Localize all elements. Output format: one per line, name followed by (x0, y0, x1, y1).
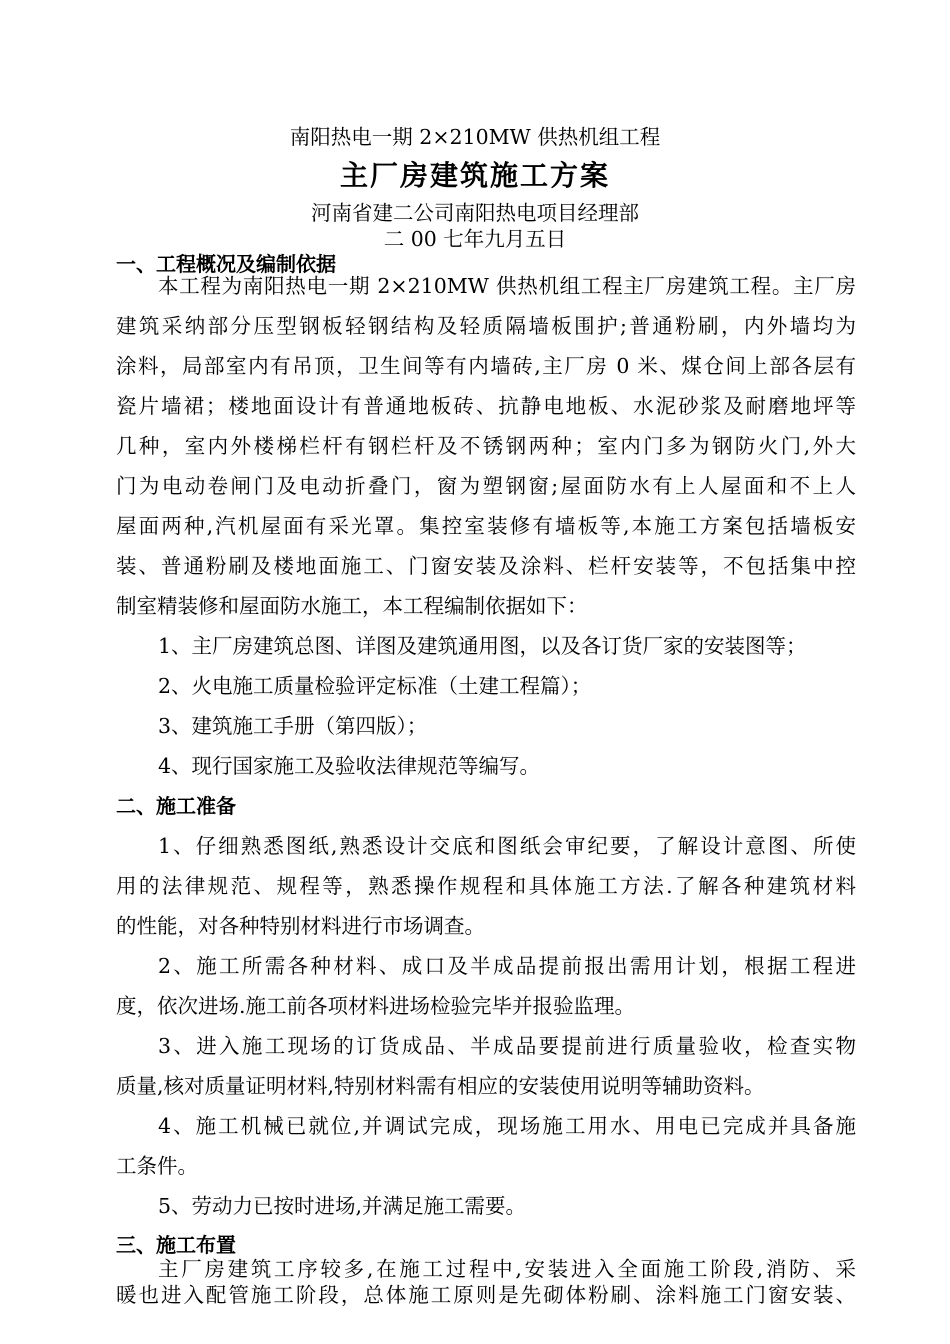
paragraph-line: 涂料，局部室内有吊顶，卫生间等有内墙砖,主厂房 0 米、煤仓间上部各层有 (116, 354, 856, 378)
paragraph-line: 暖也进入配管施工阶段，总体施工原则是先砌体粉刷、涂料施工门窗安装、 (116, 1283, 856, 1307)
paragraph-line: 瓷片墙裙；楼地面设计有普通地板砖、抗静电地板、水泥砂浆及耐磨地坪等 (116, 394, 856, 418)
paragraph-line: 的性能，对各种特别材料进行市场调查。 (116, 914, 485, 938)
main-title: 主厂房建筑施工方案 (339, 159, 610, 192)
paragraph-line: 4、施工机械已就位,并调试完成，现场施工用水、用电已完成并具备施 (158, 1114, 856, 1138)
paragraph-line: 2、施工所需各种材料、成口及半成品提前报出需用计划，根据工程进 (158, 954, 856, 978)
basis-item: 4、现行国家施工及验收法律规范等编写。 (158, 754, 541, 778)
paragraph-line: 1、仔细熟悉图纸,熟悉设计交底和图纸会审纪要，了解设计意图、所使 (158, 834, 856, 858)
paragraph-line: 本工程为南阳热电一期 2×210MW 供热机组工程主厂房建筑工程。主厂房 (158, 274, 856, 298)
paragraph-line: 用的法律规范、规程等，熟悉操作规程和具体施工方法.了解各种建筑材料 (116, 874, 856, 898)
section-2-heading: 二、施工准备 (116, 794, 236, 818)
paragraph-line: 质量,核对质量证明材料,特别材料需有相应的安装使用说明等辅助资料。 (116, 1074, 765, 1098)
paragraph-line: 装、普通粉刷及楼地面施工、门窗安装及涂料、栏杆安装等，不包括集中控 (116, 554, 856, 578)
paragraph-line: 几种，室内外楼梯栏杆有钢栏杆及不锈钢两种；室内门多为钢防火门,外大 (116, 434, 856, 458)
paragraph-line: 主厂房建筑工序较多,在施工过程中,安装进入全面施工阶段,消防、采 (158, 1257, 856, 1281)
basis-item: 2、火电施工质量检验评定标准（土建工程篇）； (158, 674, 592, 698)
org-line: 河南省建二公司南阳热电项目经理部 (311, 201, 639, 225)
date-line: 二 00 七年九月五日 (383, 227, 567, 251)
section-3-heading: 三、施工布置 (116, 1233, 236, 1257)
project-line: 南阳热电一期 2×210MW 供热机组工程 (289, 125, 661, 149)
section-1-heading: 一、工程概况及编制依据 (116, 252, 336, 276)
paragraph-line: 5、劳动力已按时进场,并满足施工需要。 (158, 1194, 527, 1218)
paragraph-line: 工条件。 (116, 1154, 198, 1178)
paragraph-line: 度，依次进场.施工前各项材料进场检验完毕并报验监理。 (116, 994, 636, 1018)
paragraph-line: 屋面两种,汽机屋面有采光罩。集控室装修有墙板等,本施工方案包括墙板安 (116, 514, 856, 538)
basis-item: 1、主厂房建筑总图、详图及建筑通用图，以及各订货厂家的安装图等； (158, 634, 807, 658)
paragraph-line: 建筑采纳部分压型钢板轻钢结构及轻质隔墙板围护;普通粉刷，内外墙均为 (116, 314, 856, 338)
basis-item: 3、建筑施工手册（第四版）； (158, 714, 428, 738)
paragraph-line: 3、进入施工现场的订货成品、半成品要提前进行质量验收，检查实物 (158, 1034, 856, 1058)
paragraph-line: 制室精装修和屋面防水施工，本工程编制依据如下： (116, 594, 588, 618)
paragraph-line: 门为电动卷闸门及电动折叠门，窗为塑钢窗;屋面防水有上人屋面和不上人 (116, 474, 856, 498)
